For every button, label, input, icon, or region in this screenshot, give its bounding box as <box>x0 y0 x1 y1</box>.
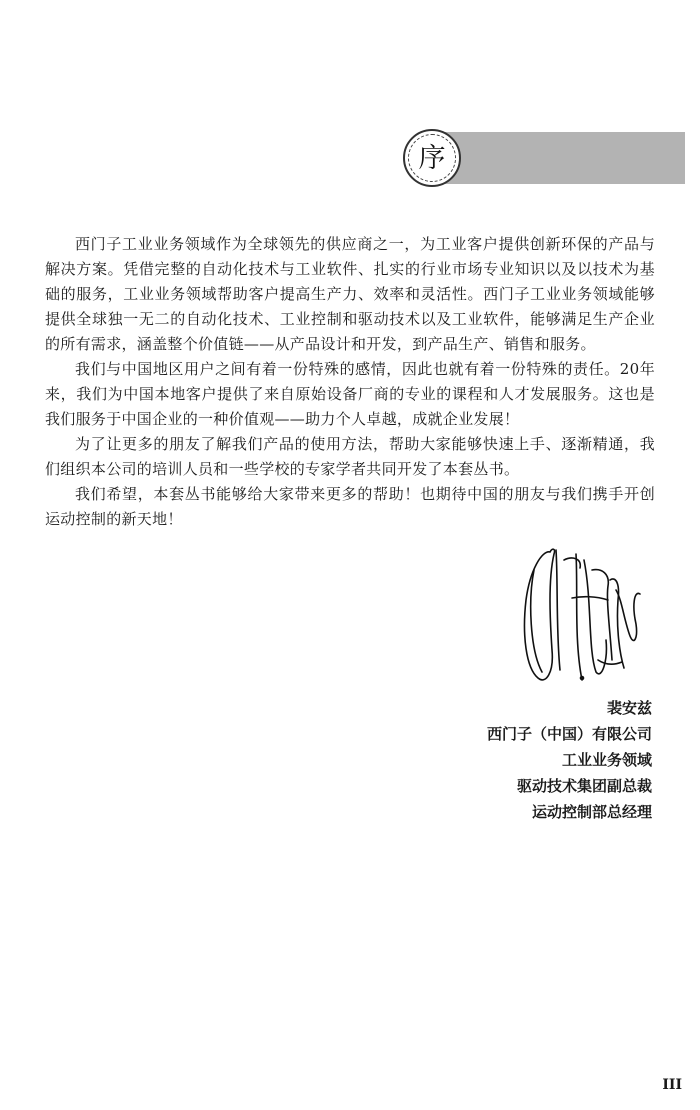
chapter-title: 序 <box>418 142 446 174</box>
signer-name: 裴安兹 <box>606 699 652 717</box>
chapter-header-band <box>425 132 685 184</box>
signer-title-2: 运动控制部总经理 <box>531 803 652 821</box>
paragraph-2: 我们与中国地区用户之间有着一份特殊的感情，因此也就有着一份特殊的责任。20年来，我们为中国本地客户提供了来自原始设备厂商的专业的课程和人才发展服务。这也是我们服务于中国企业的一种价值观——助力个人卓越，成就企业发展！ <box>45 360 655 428</box>
signer-division: 工业业务领域 <box>561 751 652 769</box>
paragraph-1: 西门子工业业务领域作为全球领先的供应商之一，为工业客户提供创新环保的产品与解决方案。凭借完整的自动化技术与工业软件、扎实的行业市场专业知识以及以技术为基础的服务，工业业务领域帮助客户提高生产力、效率和灵活性。西门子工业业务领域能够提供全球独一无二的自动化技术、工业控制和驱动技术以及工业软件，能够满足生产企业的所有需求，涵盖整个价值链——从产品设计和开发，到产品生产、销售和服务。 <box>45 235 655 353</box>
chapter-seal <box>403 129 461 187</box>
handwritten-signature <box>512 540 657 690</box>
paragraph-3: 为了让更多的朋友了解我们产品的使用方法，帮助大家能够快速上手、逐渐精通，我们组织本公司的培训人员和一些学校的专家学者共同开发了本套丛书。 <box>45 435 655 478</box>
signer-title-1: 驱动技术集团副总裁 <box>516 777 652 795</box>
page-number: III <box>662 1077 682 1093</box>
paragraph-4: 我们希望，本套丛书能够给大家带来更多的帮助！也期待中国的朋友与我们携手开创运动控制的新天地！ <box>45 485 655 528</box>
signer-company: 西门子（中国）有限公司 <box>486 725 652 743</box>
preface-body <box>45 232 655 532</box>
signoff-block <box>487 695 652 825</box>
